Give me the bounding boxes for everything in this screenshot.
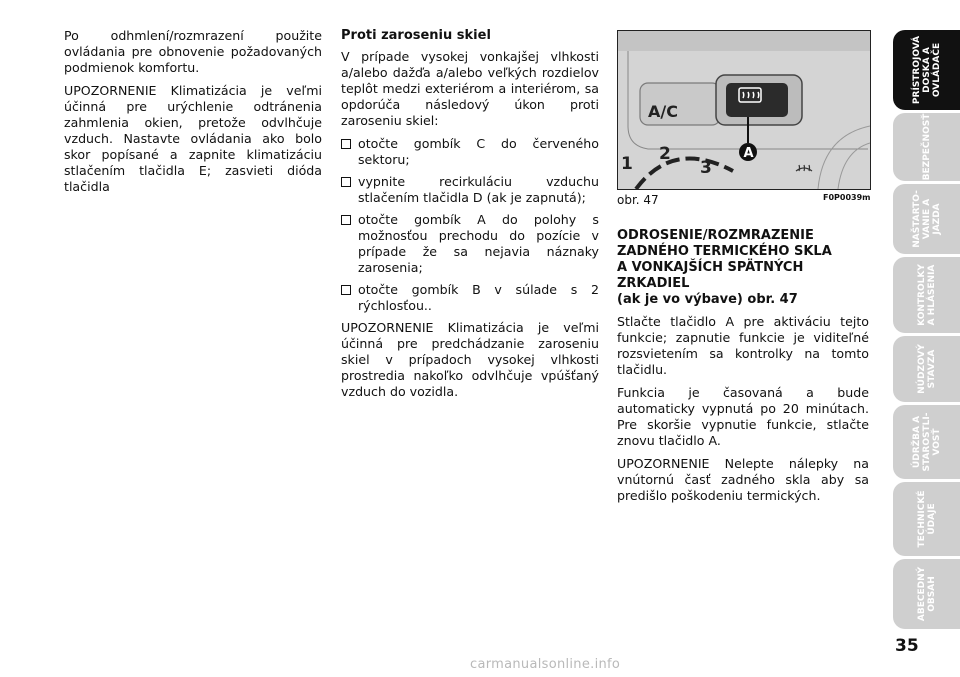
section-heading-rear-defrost: ODROSENIE/ROZMRAZENIE ZADNÉHO TERMICKÉHO SKLA A VONKAJŠÍCH SPÄTNÝCH ZRKADIEL (ak je vo výbave) obr. 47: [617, 228, 832, 307]
checkbox-bullet-icon: [341, 285, 351, 295]
paragraph-intro: V prípade vysokej vonkajšej vlhkosti a/alebo dažďa a/alebo veľkých rozdielov teplôt medzi exteriérom a interiérom, sa opdorúča následový úkon proti zaroseniu skiel:: [341, 49, 599, 128]
paragraph-activate: Stlačte tlačidlo A pre aktiváciu tejto funkcie; zapnutie funkcie je viditeľné rozsvietením sa kontrolky na tomto tlačidlu.: [617, 314, 869, 377]
tab-nastartovanie[interactable]: NAŠTARTO- VANIE A JAZDA: [893, 184, 960, 254]
tab-kontrolky[interactable]: KONTROLKY A HLÁSENIA: [893, 257, 960, 333]
page-number: 35: [895, 636, 919, 656]
watermark: carmanualsonline.info: [470, 657, 621, 672]
bullet-item: otočte gombík C do červeného sektoru;: [341, 136, 599, 168]
ac-label: A/C: [648, 102, 678, 121]
paragraph-warning-stickers: UPOZORNENIE Nelepte nálepky na vnútornú časť zadného skla aby sa predišlo poškodeniu termických.: [617, 456, 869, 503]
knob-number-2: 2: [659, 144, 671, 164]
bullet-item: vypnite recirkuláciu vzduchu stlačením tlačidla D (ak je zapnutá);: [341, 174, 599, 206]
tab-bezpecnost[interactable]: BEZPEČNOSŤ: [893, 113, 960, 181]
checkbox-bullet-icon: [341, 215, 351, 225]
column-middle: [341, 28, 599, 407]
column-left: [64, 28, 322, 202]
checkbox-bullet-icon: [341, 139, 351, 149]
paragraph-timer: Funkcia je časovaná a bude automaticky vypnutá po 20 minútach. Pre skoršie vypnutie funkcie, stlačte znovu tlačidlo A.: [617, 385, 869, 448]
paragraph-warning: UPOZORNENIE Klimatizácia je veľmi účinná pre predchádzanie zaroseniu skiel v prípadoch vysokej vlhkosti prostredia nakoľko odvlhčuje vpúšťaný vzduch do vozidla.: [341, 320, 599, 399]
section-heading-anti-fog: Proti zaroseniu skiel: [341, 28, 491, 43]
knob-number-1: 1: [621, 154, 633, 174]
knob-number-3: 3: [700, 158, 712, 178]
tab-technicke-udaje[interactable]: TECHNICKÉ ÚDAJE: [893, 482, 960, 556]
bullet-item: otočte gombík A do polohy s možnosťou prechodu do pozície v prípade že sa nejavia náznaky zarosenia;: [341, 212, 599, 276]
climate-panel-illustration: [618, 31, 870, 189]
tab-pristrojova-doska[interactable]: PRÍSTROJOVÁ DOSKA A OVLÁDAČE: [893, 30, 960, 110]
tab-udrzba[interactable]: ÚDRŽBA A STAROSTLI- VOSŤ: [893, 405, 960, 479]
bullet-item: otočte gombík B v súlade s 2 rýchlosťou..: [341, 282, 599, 314]
marker-a-label: A: [743, 146, 754, 161]
figure-caption: obr. 47: [617, 193, 659, 207]
tab-abecedny-obsah[interactable]: ABECEDNÝ OBSAH: [893, 559, 960, 629]
column-right: [617, 228, 869, 511]
paragraph-defog-after: Po odhmlení/rozmrazení použite ovládania pre obnovenie požadovaných podmienok komfortu.: [64, 28, 322, 75]
tab-nudzovy-stav[interactable]: NÚDZOVÝ STAVZA: [893, 336, 960, 402]
paragraph-warning-ac: UPOZORNENIE Klimatizácia je veľmi účinná pre urýchlenie odtránenia zahmlenia okien, pretože odvlhčuje vzduch. Nastavte ovládania ako bolo skor popísané a zapnite klimatizáciu stlačením tlačidla E; zasvieti dióda tlačidla: [64, 83, 322, 194]
figure-climate-panel: [617, 30, 871, 190]
checkbox-bullet-icon: [341, 177, 351, 187]
figure-code: F0P0039m: [823, 193, 871, 202]
